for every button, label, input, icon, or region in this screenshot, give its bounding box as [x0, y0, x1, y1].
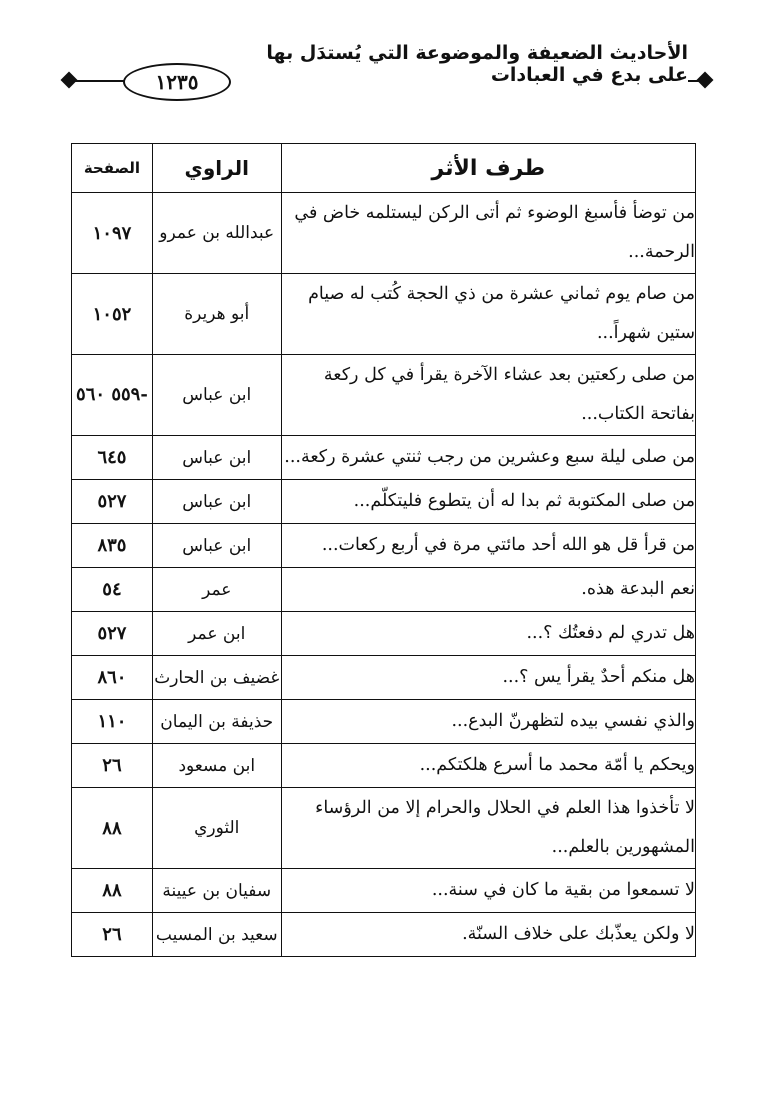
- hadith-text: من صام يوم ثماني عشرة من ذي الحجة كُتب له صيام ستين شهراً...: [281, 274, 695, 355]
- hadith-text: لا ولكن يعذّبك على خلاف السنّة.: [281, 913, 695, 957]
- page-ref: ١٠٩٧: [72, 193, 153, 274]
- running-title: الأحاديث الضعيفة والموضوعة التي يُستدَل بها على بدع في العبادات: [228, 42, 688, 86]
- page-ref: ١١٠: [72, 700, 153, 744]
- page-ref: -٥٥٩ ٥٦٠: [72, 355, 153, 436]
- hadith-text: من صلى ركعتين بعد عشاء الآخرة يقرأ في كل ركعة بفاتحة الكتاب...: [281, 355, 695, 436]
- hadith-text: من صلى المكتوبة ثم بدا له أن يتطوع فليتكلّم...: [281, 480, 695, 524]
- table-row: [72, 656, 696, 700]
- hadith-text: هل منكم أحدٌ يقرأ يس ؟...: [281, 656, 695, 700]
- table-row: [72, 355, 696, 436]
- table-row: [72, 568, 696, 612]
- right-diamond-ornament: [697, 72, 714, 89]
- page-ref: ٥٤: [72, 568, 153, 612]
- table-row: [72, 788, 696, 869]
- page-header: [0, 0, 758, 110]
- table-row: [72, 480, 696, 524]
- narrator: غضيف بن الحارث: [152, 656, 281, 700]
- hadith-text: والذي نفسي بيده لتظهرنّ البدع...: [281, 700, 695, 744]
- page-ref: ٨٨: [72, 869, 153, 913]
- narrator: سعيد بن المسيب: [152, 913, 281, 957]
- table-header-row: [72, 144, 696, 193]
- hadith-text: ويحكم يا أمّة محمد ما أسرع هلكتكم...: [281, 744, 695, 788]
- hadith-text: من صلى ليلة سبع وعشرين من رجب ثنتي عشرة ركعة...: [281, 436, 695, 480]
- narrator: أبو هريرة: [152, 274, 281, 355]
- narrator: ابن عمر: [152, 612, 281, 656]
- page-ref: ٨٨: [72, 788, 153, 869]
- narrator: ابن عباس: [152, 524, 281, 568]
- hadith-text: من قرأ قل هو الله أحد مائتي مرة في أربع ركعات...: [281, 524, 695, 568]
- table-row: [72, 612, 696, 656]
- page-ref: ٥٢٧: [72, 612, 153, 656]
- hadith-text: هل تدري لم دفعتُك ؟...: [281, 612, 695, 656]
- table-row: [72, 193, 696, 274]
- table-row: [72, 869, 696, 913]
- page-ref: ٨٦٠: [72, 656, 153, 700]
- table-row: [72, 436, 696, 480]
- column-header-text: طرف الأثر: [281, 144, 695, 193]
- hadith-text: من توضأ فأسبغ الوضوء ثم أتى الركن ليستلمه خاض في الرحمة...: [281, 193, 695, 274]
- narrator: حذيفة بن اليمان: [152, 700, 281, 744]
- page-ref: ٢٦: [72, 913, 153, 957]
- table-row: [72, 913, 696, 957]
- narrator: ابن مسعود: [152, 744, 281, 788]
- page-ref: ٨٣٥: [72, 524, 153, 568]
- left-diamond-ornament: [61, 72, 78, 89]
- page-ref: ٢٦: [72, 744, 153, 788]
- table-row: [72, 524, 696, 568]
- narrator: ابن عباس: [152, 355, 281, 436]
- table-row: [72, 700, 696, 744]
- hadith-index-table: [71, 143, 696, 957]
- column-header-narrator: الراوي: [152, 144, 281, 193]
- hadith-text: لا تأخذوا هذا العلم في الحلال والحرام إلا من الرؤساء المشهورين بالعلم...: [281, 788, 695, 869]
- narrator: ابن عباس: [152, 480, 281, 524]
- column-header-page: الصفحة: [72, 144, 153, 193]
- narrator: ابن عباس: [152, 436, 281, 480]
- page-ref: ٦٤٥: [72, 436, 153, 480]
- hadith-text: لا تسمعوا من بقية ما كان في سنة...: [281, 869, 695, 913]
- table-row: [72, 274, 696, 355]
- page-ref: ٥٢٧: [72, 480, 153, 524]
- page-number: ١٢٣٥: [123, 63, 231, 101]
- table-row: [72, 744, 696, 788]
- narrator: الثوري: [152, 788, 281, 869]
- narrator: سفيان بن عيينة: [152, 869, 281, 913]
- narrator: عمر: [152, 568, 281, 612]
- narrator: عبدالله بن عمرو: [152, 193, 281, 274]
- page-ref: ١٠٥٢: [72, 274, 153, 355]
- hadith-text: نعم البدعة هذه.: [281, 568, 695, 612]
